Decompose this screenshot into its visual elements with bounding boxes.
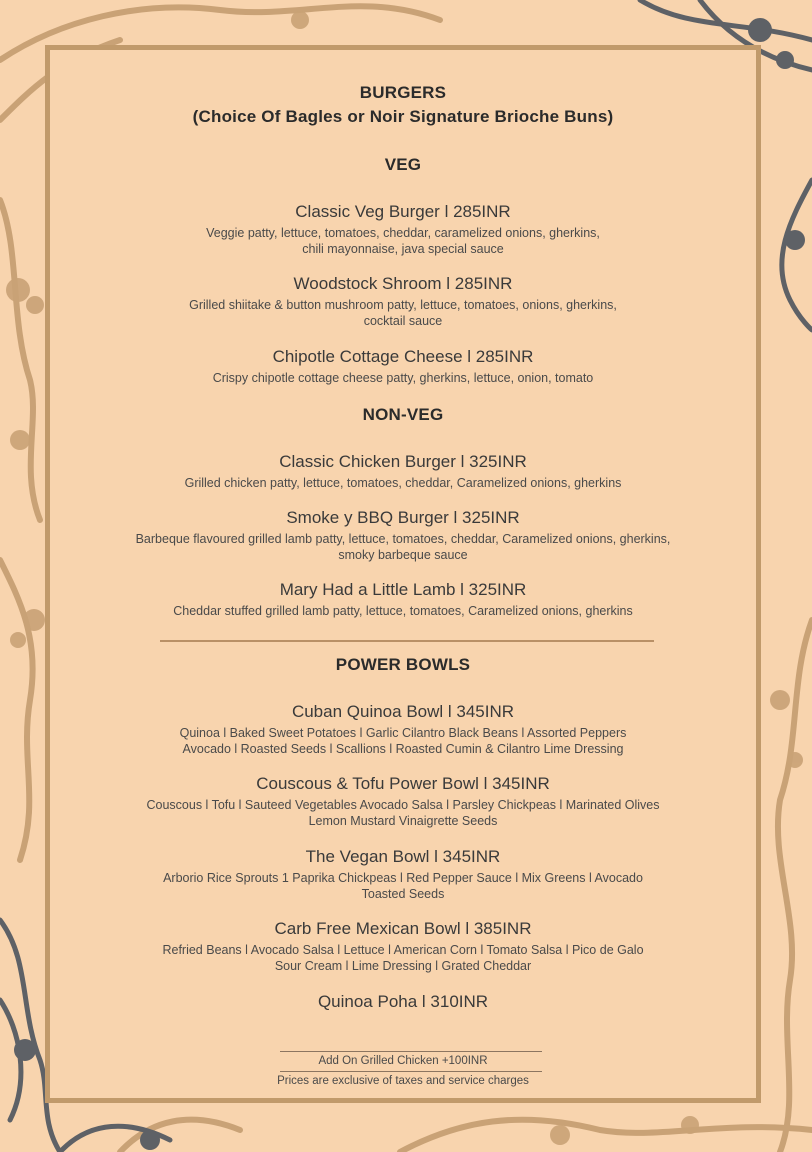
menu-item-title: Quinoa Poha l 310INR [317, 992, 489, 1011]
footer-rule-top [280, 1051, 542, 1052]
menu-item-title: Cuban Quinoa Bowl l 345INR [291, 702, 515, 721]
menu-frame [45, 45, 761, 1103]
menu-item-desc: Veggie patty, lettuce, tomatoes, cheddar, caramelized onions, gherkins, [206, 226, 600, 240]
heading-veg: VEG [384, 155, 422, 174]
menu-item-desc: Sour Cream l Lime Dressing l Grated Cheddar [274, 959, 532, 973]
heading-nonveg: NON-VEG [362, 405, 444, 424]
menu-item-desc: Arborio Rice Sprouts 1 Paprika Chickpeas l Red Pepper Sauce l Mix Greens l Avocado [163, 871, 643, 885]
menu-item-desc: Barbeque flavoured grilled lamb patty, lettuce, tomatoes, cheddar, Caramelized onions, gherkins, [135, 532, 671, 546]
menu-item-title: Mary Had a Little Lamb l 325INR [279, 580, 527, 599]
section-subtitle: (Choice Of Bagles or Noir Signature Brioche Buns) [192, 107, 614, 126]
menu-item-desc: Grilled chicken patty, lettuce, tomatoes, cheddar, Caramelized onions, gherkins [184, 476, 622, 490]
menu-item-desc: Toasted Seeds [361, 887, 445, 901]
menu-item-desc: Lemon Mustard Vinaigrette Seeds [308, 814, 498, 828]
menu-item-title: Smoke y BBQ Burger l 325INR [286, 508, 520, 527]
menu-item-desc: Crispy chipotle cottage cheese patty, gherkins, lettuce, onion, tomato [212, 371, 594, 385]
menu-item-title: Woodstock Shroom l 285INR [293, 274, 513, 293]
menu-item-desc: Quinoa l Baked Sweet Potatoes l Garlic Cilantro Black Beans l Assorted Peppers [179, 726, 627, 740]
menu-item-desc: smoky barbeque sauce [338, 548, 468, 562]
footer-rule-bottom [280, 1071, 542, 1072]
tax-note: Prices are exclusive of taxes and service charges [277, 1075, 529, 1087]
menu-item-desc: chili mayonnaise, java special sauce [302, 242, 504, 256]
menu-item-title: Couscous & Tofu Power Bowl l 345INR [256, 774, 550, 793]
menu-item-title: The Vegan Bowl l 345INR [305, 847, 501, 866]
menu-item-title: Classic Chicken Burger l 325INR [279, 452, 527, 471]
menu-item-title: Chipotle Cottage Cheese l 285INR [272, 347, 534, 366]
addon-note: Add On Grilled Chicken +100INR [318, 1055, 488, 1067]
menu-item-desc: Couscous l Tofu l Sauteed Vegetables Avocado Salsa l Parsley Chickpeas l Marinated Olives [146, 798, 660, 812]
menu-item-desc: cocktail sauce [363, 314, 443, 328]
section-title-burgers: BURGERS [359, 83, 447, 102]
menu-item-title: Carb Free Mexican Bowl l 385INR [274, 919, 532, 938]
heading-power-bowls: POWER BOWLS [335, 655, 471, 674]
menu-item-title: Classic Veg Burger l 285INR [295, 202, 511, 221]
menu-item-desc: Avocado l Roasted Seeds l Scallions l Roasted Cumin & Cilantro Lime Dressing [182, 742, 624, 756]
menu-item-desc: Grilled shiitake & button mushroom patty, lettuce, tomatoes, onions, gherkins, [189, 298, 617, 312]
section-divider [160, 640, 654, 642]
menu-item-desc: Cheddar stuffed grilled lamb patty, lettuce, tomatoes, Caramelized onions, gherkins [173, 604, 633, 618]
menu-item-desc: Refried Beans l Avocado Salsa l Lettuce l American Corn l Tomato Salsa l Pico de Galo [162, 943, 644, 957]
